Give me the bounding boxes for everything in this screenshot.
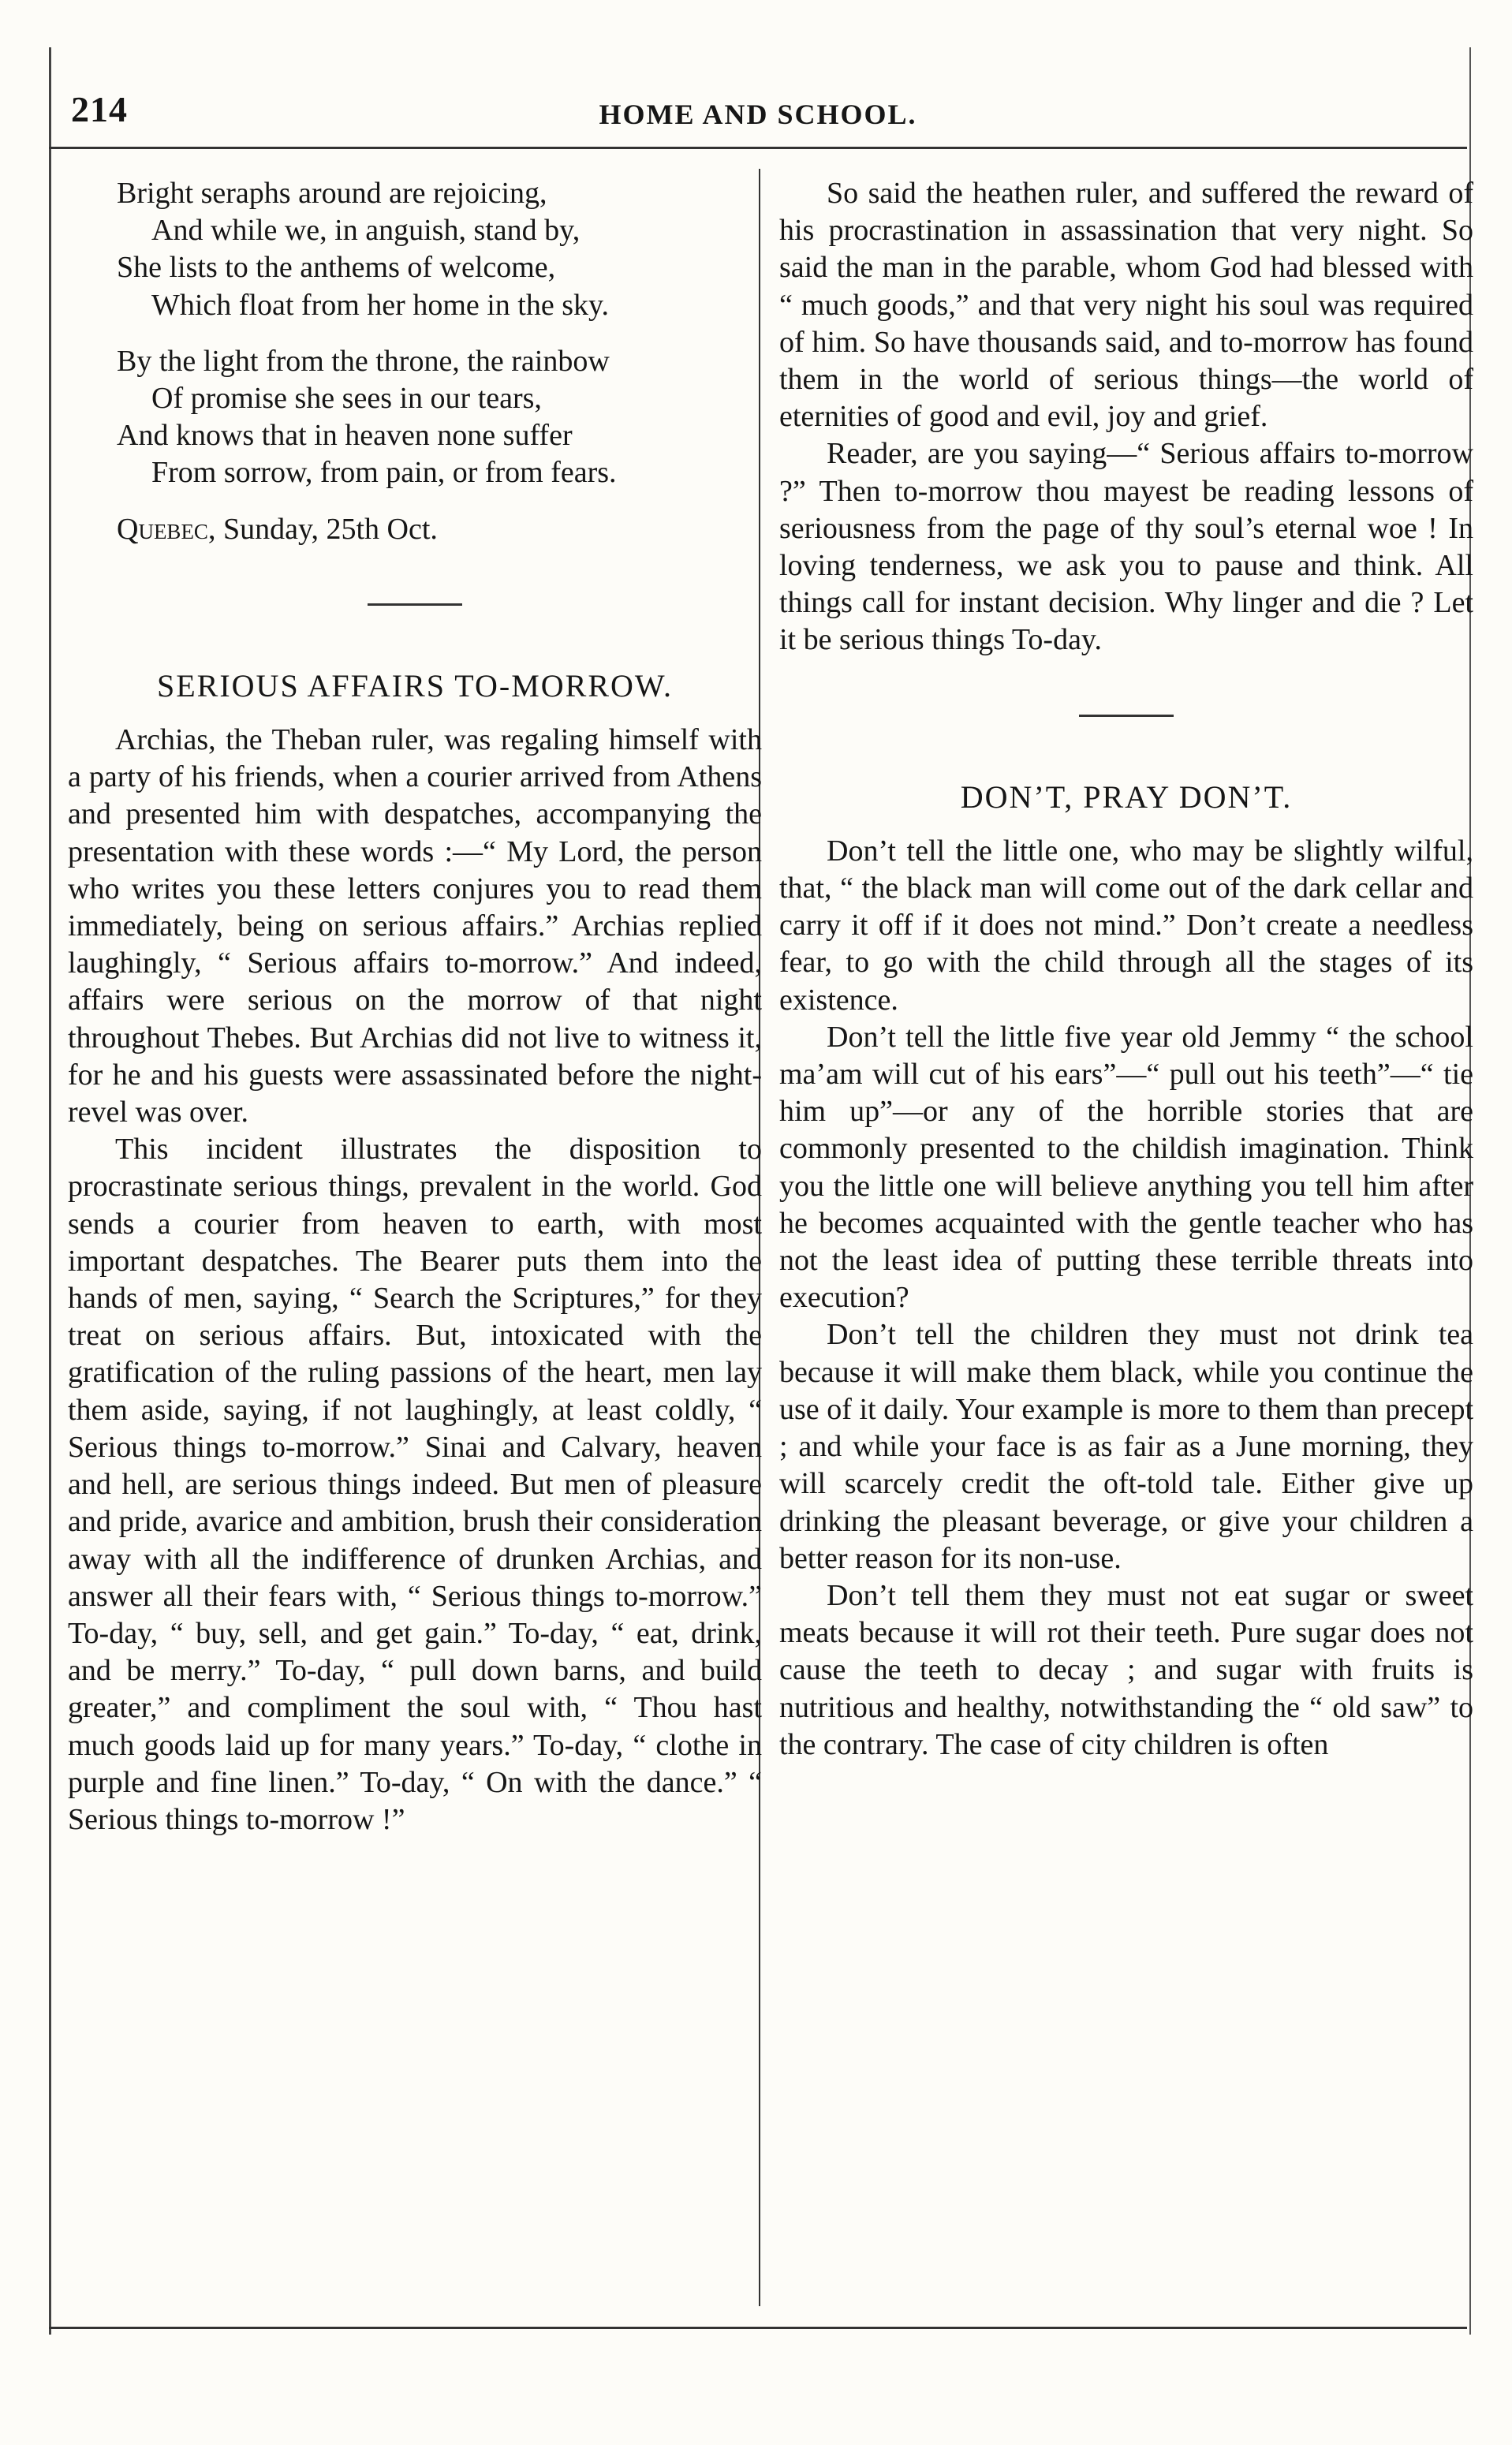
left-column (68, 175, 762, 1838)
running-title: HOME AND SCHOOL. (599, 99, 917, 130)
article-paragraph: So said the heathen ruler, and suffered the reward of his procrastination in assassination that very night. So said the man in the parable, whom God had blessed with “ much goods,” and that very night his soul was required of him. So have thousands said, and to-morrow has found them in the world of serious things—the world of eternities of good and evil, joy and grief. (779, 177, 1473, 434)
running-head (49, 88, 1467, 136)
article-paragraph: This incident illustrates the disposition to procrastinate serious things, prevalent in the world. God sends a courier from heaven to earth, with most important despatches. The Bearer puts them into the hands of men, saying, “ Search the Scriptures,” for they treat on serious affairs. But, intoxicated with the gratification of the ruling passions of the heart, men lay them aside, saying, if not laughingly, at least coldly, “ Serious things to-morrow.” Sinai and Calvary, heaven and hell, are serious things indeed. But men of pleasure and pride, avarice and ambition, brush their consideration away with all the indifference of drunken Archias, and answer all their fears with, “ Serious things to-morrow.” To-day, “ buy, sell, and get gain.” To-day, “ eat, drink, and be merry.” To-day, “ pull down barns, and build greater,” and compliment the soul with, “ Thou hast much goods laid up for many years.” To-day, “ clothe in purple and fine linen.” To-day, “ On with the dance.” “ Serious things to-morrow !” (68, 1133, 762, 1836)
article-paragraph: Don’t tell the little one, who may be slightly wilful, that, “ the black man will come out of the dark cellar and carry it off if it does not mind.” Don’t create a needless fear, to go with the child through all the stages of its existence. (779, 834, 1473, 1017)
dateline-place: Quebec, (117, 512, 216, 546)
article-heading: SERIOUS AFFAIRS TO-MORROW. (156, 667, 673, 704)
section-rule (1079, 715, 1174, 717)
article-paragraph: Don’t tell the little five year old Jemmy “ the school ma’am will cut of his ears”—“ pull out his teeth”—“ tie him up”—or any of the horrible stories that are commonly presented to the childish imagination. Think you the little one will believe anything you tell him after he becomes acquainted with the gentle teacher who has not the least idea of putting these terrible threats into execution? (779, 1020, 1473, 1315)
section-rule (368, 603, 462, 606)
poem-line: She lists to the anthems of welcome, (117, 251, 556, 285)
article-heading: DON’T, PRAY DON’T. (960, 778, 1293, 815)
poem-line: And while we, in anguish, stand by, (151, 214, 581, 248)
right-column (779, 175, 1473, 1764)
article-paragraph: Reader, are you saying—“ Serious affairs to-morrow ?” Then to-morrow thou mayest be reading lessons of seriousness from the page of thy soul’s eternal woe ! In loving tenderness, we ask you to pause and think. All things call for instant decision. Why linger and die ? Let it be serious things To-day. (779, 437, 1473, 657)
footer-rule (49, 2327, 1467, 2329)
article-paragraph: Don’t tell the children they must not drink tea because it will make them black, while you continue the use of it daily. Your example is more to them than precept ; and while your face is as fair as a June morning, they will scarcely credit the oft-told tale. Either give up drinking the pleasant beverage, or give your children a better reason for its non-use. (779, 1318, 1473, 1575)
dateline-date: Sunday, 25th Oct. (222, 512, 438, 546)
poem-dateline (117, 511, 762, 548)
poem-line: By the light from the throne, the rainbow (117, 344, 610, 378)
poem-line: Bright seraphs around are rejoicing, (117, 177, 547, 210)
page-number: 214 (71, 89, 128, 129)
poem (117, 175, 762, 492)
article-paragraph: Don’t tell them they must not eat sugar or sweet meats because it will rot their teeth. Pure sugar does not cause the teeth to decay ; and sugar with fruits is nutritious and healthy, notwithstanding the “ old saw” to the contrary. The case of city children is often (779, 1578, 1473, 1761)
poem-line: And knows that in heaven none suffer (117, 419, 573, 453)
poem-line: Of promise she sees in our tears, (151, 382, 542, 416)
poem-stanza-1 (117, 175, 762, 324)
header-rule (49, 147, 1467, 149)
poem-line: Which float from her home in the sky. (151, 288, 610, 322)
poem-stanza-2 (117, 343, 762, 492)
article-paragraph: Archias, the Theban ruler, was regaling himself with a party of his friends, when a courier arrived from Athens and presented him with despatches, accompanying the presentation with these words :—“ My Lord, the person who writes you these letters conjures you to read them immediately, being on serious affairs.” Archias replied laughingly, “ Serious affairs to-morrow.” And indeed, affairs were serious on the morrow of that night throughout Thebes. But Archias did not live to witness it, for he and his guests were assassinated before the night-revel was over. (68, 723, 762, 1129)
poem-line: From sorrow, from pain, or from fears. (151, 456, 617, 490)
